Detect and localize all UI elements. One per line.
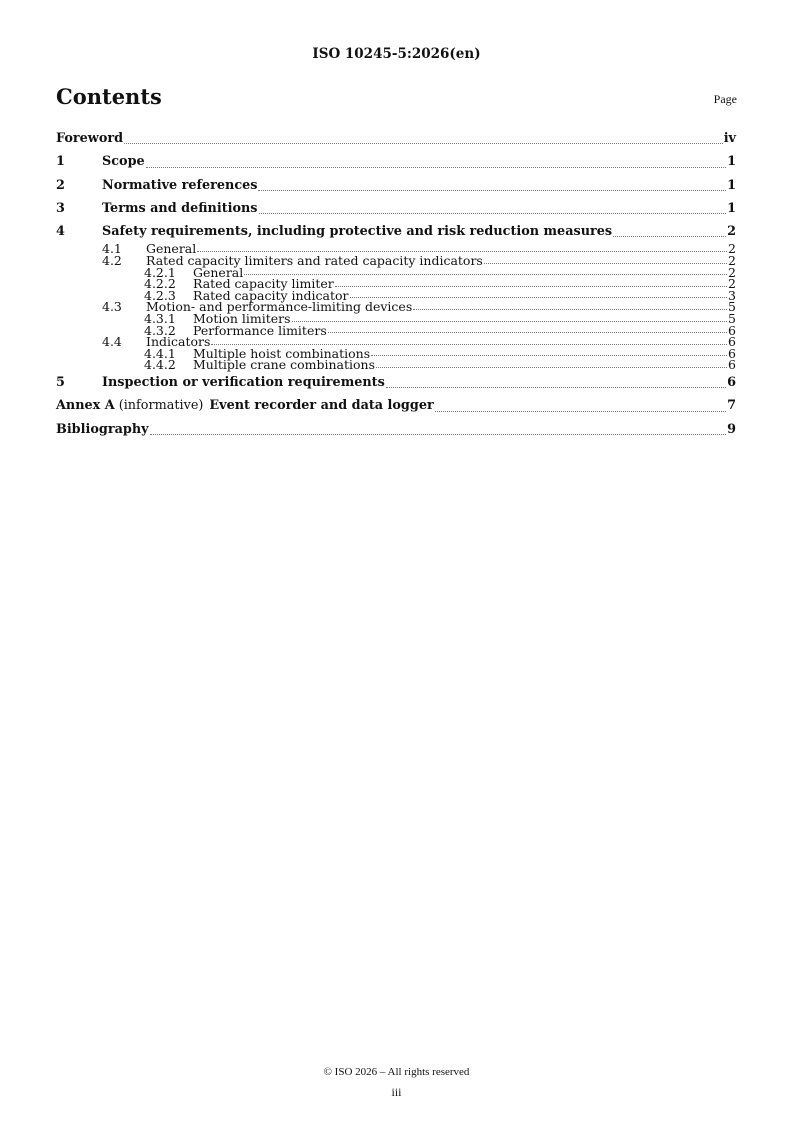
dot-leader bbox=[292, 313, 727, 322]
toc-entry-page: 2 bbox=[728, 276, 736, 292]
toc-entry-title: Event recorder and data logger bbox=[209, 398, 434, 414]
toc-entry-page: 6 bbox=[728, 357, 736, 373]
toc-entry-page: 6 bbox=[727, 375, 736, 391]
toc-entry-number: 4.4.2 bbox=[144, 357, 176, 373]
table-of-contents bbox=[56, 127, 736, 441]
toc-entry-title: Multiple crane combinations bbox=[193, 357, 375, 373]
toc-entry-title: Normative references bbox=[102, 177, 258, 193]
toc-entry-page: 5 bbox=[728, 311, 736, 327]
dot-leader bbox=[435, 403, 726, 412]
toc-entry-inspection[interactable] bbox=[56, 371, 736, 394]
toc-entry-number: 4.4.1 bbox=[144, 345, 176, 361]
toc-entry-title: Bibliography bbox=[56, 421, 149, 437]
toc-entry-page: 3 bbox=[728, 287, 736, 303]
toc-entry-safety-requirements[interactable] bbox=[56, 220, 736, 243]
toc-entry-page: 1 bbox=[727, 154, 736, 170]
toc-entry-title: Rated capacity limiter bbox=[193, 276, 334, 292]
dot-leader bbox=[350, 289, 728, 298]
toc-entry-title: Rated capacity limiters and rated capacity indicators bbox=[146, 253, 483, 269]
dot-leader bbox=[484, 255, 727, 264]
dot-leader bbox=[146, 159, 726, 168]
toc-entry-number: 5 bbox=[56, 375, 65, 391]
toc-entry-title: Motion- and performance-limiting devices bbox=[146, 299, 413, 315]
toc-entry-number: 4.3.1 bbox=[144, 311, 176, 327]
toc-entry-bibliography[interactable] bbox=[56, 418, 736, 441]
toc-entry-number: 4.2 bbox=[102, 253, 122, 269]
toc-entry-number: 4.2.2 bbox=[144, 276, 176, 292]
toc-entry-page: 2 bbox=[728, 264, 736, 280]
toc-entry-number: 2 bbox=[56, 177, 65, 193]
toc-entry-title: Motion limiters bbox=[193, 311, 291, 327]
toc-entry-number: 4.2.1 bbox=[144, 264, 176, 280]
dot-leader bbox=[335, 278, 727, 287]
contents-heading: Contents bbox=[56, 84, 162, 109]
toc-entry-page: 2 bbox=[728, 253, 736, 269]
dot-leader bbox=[258, 182, 726, 191]
toc-entry-page: 1 bbox=[727, 177, 736, 193]
page-column-label: Page bbox=[713, 92, 737, 106]
toc-entry-number: 4.4 bbox=[102, 334, 122, 350]
dot-leader bbox=[259, 205, 727, 214]
dot-leader bbox=[124, 135, 723, 144]
page-number: iii bbox=[391, 1085, 402, 1099]
toc-entry-scope[interactable] bbox=[56, 150, 736, 173]
toc-entry-title: Terms and definitions bbox=[102, 200, 258, 216]
toc-entry-page: iv bbox=[723, 131, 736, 146]
toc-entry-page: 6 bbox=[728, 334, 736, 350]
toc-entry-number: 4 bbox=[56, 224, 65, 240]
toc-entry-number: 3 bbox=[56, 200, 65, 216]
dot-leader bbox=[386, 379, 726, 388]
annex-note: (informative) bbox=[118, 398, 204, 414]
toc-entry-title: Scope bbox=[102, 154, 145, 170]
dot-leader bbox=[197, 243, 727, 252]
dot-leader bbox=[376, 359, 727, 368]
document-header: ISO 10245-5:2026(en) bbox=[312, 46, 481, 62]
toc-entry-foreword[interactable] bbox=[56, 127, 736, 150]
dot-leader bbox=[244, 266, 727, 275]
toc-entry-number: 4.3.2 bbox=[144, 322, 176, 338]
toc-entry-title: Multiple hoist combinations bbox=[193, 345, 371, 361]
toc-entry-page: 5 bbox=[728, 299, 736, 315]
dot-leader bbox=[613, 228, 726, 237]
toc-entry-title: Performance limiters bbox=[193, 322, 327, 338]
dot-leader bbox=[328, 324, 727, 333]
toc-entry-title: Inspection or verification requirements bbox=[102, 375, 385, 391]
toc-entry-title: Rated capacity indicator bbox=[193, 287, 349, 303]
toc-entry-page: 7 bbox=[727, 398, 736, 414]
toc-entry-number: 1 bbox=[56, 154, 65, 170]
toc-entry-terms-definitions[interactable] bbox=[56, 197, 736, 220]
copyright-notice: © ISO 2026 – All rights reserved bbox=[323, 1066, 470, 1078]
annex-label: Annex A bbox=[56, 398, 115, 414]
toc-entry-number: 4.2.3 bbox=[144, 287, 176, 303]
toc-entry-page: 6 bbox=[728, 322, 736, 338]
dot-leader bbox=[211, 336, 727, 345]
toc-entry-title: General bbox=[146, 241, 197, 257]
toc-entry-page: 2 bbox=[727, 224, 736, 240]
toc-entry-title: Indicators bbox=[146, 334, 211, 350]
toc-entry-4-4-2[interactable] bbox=[56, 359, 736, 371]
dot-leader bbox=[371, 347, 727, 356]
toc-entry-title: General bbox=[193, 264, 244, 280]
toc-entry-normative-references[interactable] bbox=[56, 174, 736, 197]
toc-entry-number: 4.1 bbox=[102, 241, 122, 257]
toc-entry-annex-a[interactable] bbox=[56, 394, 736, 417]
toc-entry-page: 2 bbox=[728, 241, 736, 257]
toc-entry-page: 9 bbox=[727, 421, 736, 437]
dot-leader bbox=[150, 426, 727, 435]
toc-entry-page: 6 bbox=[728, 345, 736, 361]
toc-entry-number: 4.3 bbox=[102, 299, 122, 315]
toc-entry-page: 1 bbox=[727, 200, 736, 216]
dot-leader bbox=[413, 301, 727, 310]
toc-entry-title: Safety requirements, including protective and risk reduction measures bbox=[102, 224, 613, 240]
toc-entry-title: Foreword bbox=[56, 131, 124, 146]
